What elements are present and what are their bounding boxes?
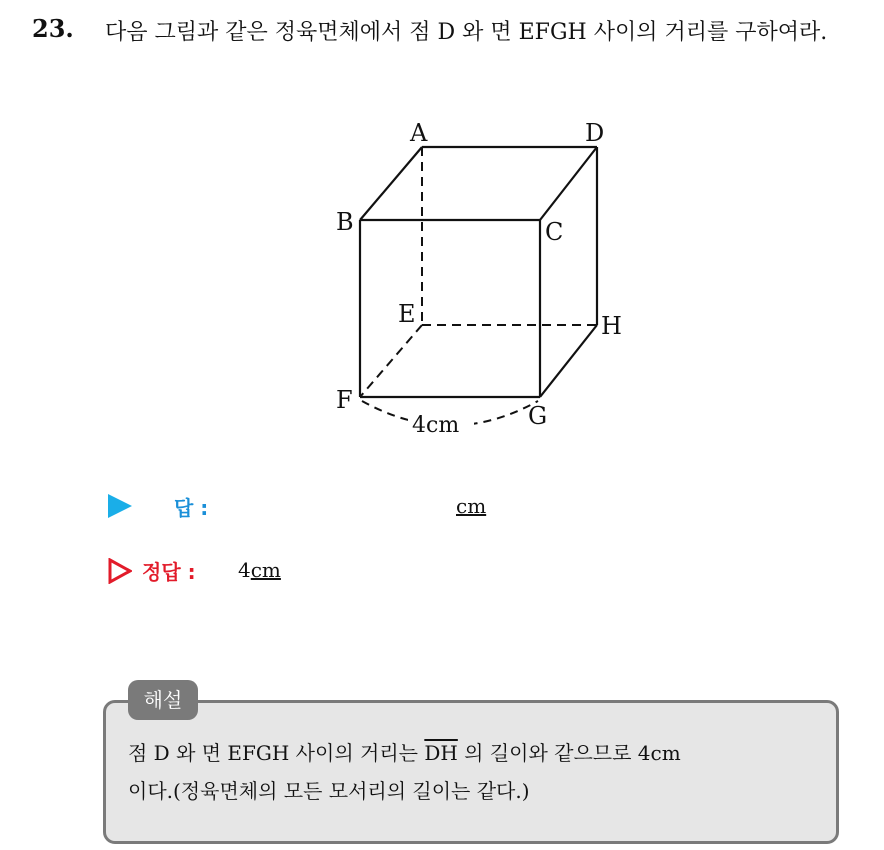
key-answer-unit: cm [250, 558, 281, 582]
key-answer-value [238, 558, 281, 582]
key-answer-row [108, 552, 608, 588]
cube-figure [320, 110, 640, 450]
key-answer-label: 정답 : [142, 560, 196, 584]
question-text: 다음 그림과 같은 정육면체에서 점 D 와 면 EFGH 사이의 거리를 구하여라. [105, 20, 828, 45]
explanation-tag: 해설 [128, 680, 198, 720]
explanation-line-1-post: 의 길이와 같으므로 4cm [464, 741, 681, 765]
explanation-text [128, 734, 828, 810]
label-a: A [410, 119, 428, 147]
edge-ab [360, 147, 422, 220]
hidden-edge-ef [360, 325, 422, 397]
segment-dh: $\overline{DH}$ [424, 741, 458, 765]
edge-gh [540, 325, 597, 397]
label-d: D [585, 119, 605, 147]
explanation-line-2: 이다.(정육면체의 모든 모서리의 길이는 같다.) [128, 779, 530, 803]
label-h: H [601, 312, 622, 340]
answer-unit: cm [456, 494, 487, 518]
question-number: 23. [32, 14, 74, 43]
label-g: G [528, 402, 548, 430]
explanation-line-1 [128, 734, 828, 772]
play-arrow-icon [108, 494, 132, 518]
edge-length-label: 4cm [412, 413, 460, 438]
label-c: C [545, 218, 564, 246]
edge-dc [540, 147, 597, 220]
label-b: B [336, 208, 354, 236]
explanation-line-1-pre: 점 D 와 면 EFGH 사이의 거리는 [128, 741, 418, 765]
label-f: F [336, 386, 353, 414]
outline-arrow-icon [108, 558, 132, 584]
key-answer-number: 4 [238, 558, 251, 582]
answer-row [108, 490, 608, 526]
label-e: E [398, 300, 416, 328]
answer-label: 답 : [174, 496, 209, 520]
